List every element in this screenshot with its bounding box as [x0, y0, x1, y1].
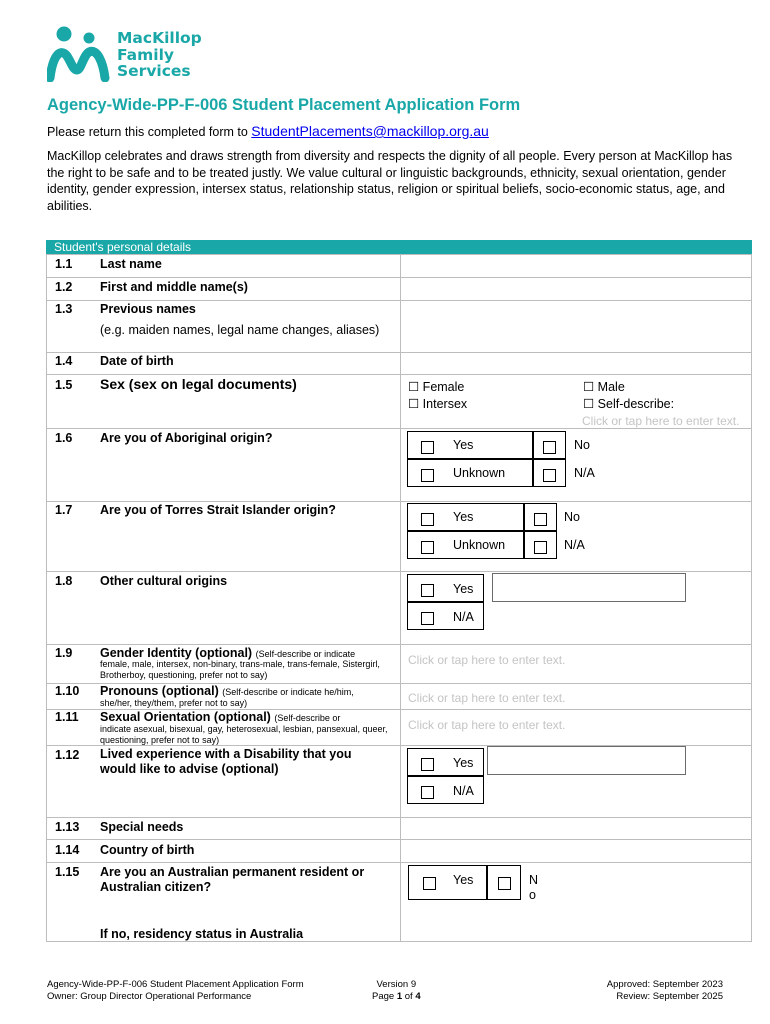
- row-number: 1.2: [55, 280, 73, 294]
- pronouns-hint: (Self-describe or indicate he/him,: [222, 687, 354, 697]
- checkbox[interactable]: [421, 441, 434, 454]
- gender-identity-input[interactable]: Click or tap here to enter text.: [408, 653, 566, 667]
- pronouns-label: Pronouns (optional): [100, 684, 219, 698]
- sex-male-checkbox[interactable]: ☐ Male: [583, 380, 625, 394]
- footer-right: [607, 979, 723, 1003]
- row-number: 1.10: [55, 684, 80, 698]
- return-instruction: [47, 123, 489, 139]
- sexual-orientation-input[interactable]: Click or tap here to enter text.: [408, 718, 566, 732]
- unknown-label: Unknown: [453, 466, 506, 480]
- checkbox[interactable]: [534, 541, 547, 554]
- footer-approved: Approved: September 2023: [606, 979, 723, 990]
- page-prefix: Page: [372, 991, 397, 1002]
- footer-review: Review: September 2025: [616, 991, 723, 1002]
- row-divider: [46, 862, 752, 863]
- checkbox[interactable]: [498, 877, 511, 890]
- no-label-line-1: N: [529, 873, 539, 887]
- yes-label: Yes: [453, 582, 474, 596]
- checkbox[interactable]: [421, 612, 434, 625]
- gender-identity-label: Gender Identity (optional): [100, 646, 253, 660]
- checkbox[interactable]: [543, 441, 556, 454]
- row-divider: [46, 428, 752, 429]
- torres-na-option[interactable]: [524, 531, 557, 559]
- row-label-date-of-birth: Date of birth: [100, 354, 174, 368]
- return-email-link[interactable]: StudentPlacements@mackillop.org.au: [251, 123, 489, 139]
- row-number: 1.12: [55, 748, 80, 762]
- logo-line-3: Services: [117, 62, 191, 80]
- row-divider: [46, 817, 752, 818]
- yes-label: Yes: [453, 510, 474, 524]
- row-divider: [46, 352, 752, 353]
- disability-input[interactable]: [487, 746, 686, 775]
- row-label-previous-names: Previous names: [100, 302, 196, 316]
- aboriginal-na-option[interactable]: [533, 459, 566, 487]
- row-label-special-needs: Special needs: [100, 820, 184, 834]
- checkbox[interactable]: [421, 584, 434, 597]
- row-number: 1.8: [55, 574, 73, 588]
- torres-no-option[interactable]: [524, 503, 557, 531]
- pronouns-hint-detail: she/her, they/them, prefer not to say): [100, 698, 248, 708]
- previous-names-note: (e.g. maiden names, legal name changes, aliases): [100, 323, 380, 337]
- row-number: 1.6: [55, 431, 73, 445]
- logo-text: [117, 30, 202, 80]
- checkbox[interactable]: [543, 469, 556, 482]
- footer-page-number: [372, 991, 421, 1003]
- residency-no-option[interactable]: [487, 865, 521, 900]
- row-divider: [46, 839, 752, 840]
- gender-identity-hint: (Self-describe or indicate: [255, 649, 356, 659]
- row-label-residency: Are you an Australian permanent resident or Australian citizen?: [100, 865, 365, 894]
- na-label: N/A: [453, 610, 474, 624]
- row-number: 1.11: [55, 710, 79, 724]
- checkbox[interactable]: [423, 877, 436, 890]
- no-label-line-2: o: [529, 888, 536, 902]
- page-title: Agency-Wide-PP-F-006 Student Placement Application Form: [47, 96, 521, 114]
- sex-intersex-checkbox[interactable]: ☐ Intersex: [408, 397, 468, 411]
- row-label-last-name: Last name: [100, 257, 162, 271]
- row-label-aboriginal: Are you of Aboriginal origin?: [100, 431, 273, 445]
- na-label: N/A: [574, 466, 595, 480]
- sex-female-checkbox[interactable]: ☐ Female: [408, 380, 465, 394]
- row-label-first-name: First and middle name(s): [100, 280, 248, 294]
- logo-line-2: Family: [117, 45, 175, 64]
- checkbox[interactable]: [421, 541, 434, 554]
- residency-yes-option[interactable]: [408, 865, 487, 900]
- footer-doc-title: Agency-Wide-PP-F-006 Student Placement Application Form: [47, 979, 304, 990]
- row-divider: [46, 501, 752, 502]
- row-number: 1.1: [55, 257, 73, 271]
- row-label-residency-status: If no, residency status in Australia: [100, 927, 304, 941]
- row-divider: [46, 644, 752, 645]
- row-number: 1.15: [55, 865, 80, 879]
- sexual-orientation-hint: (Self-describe or: [274, 713, 341, 723]
- row-label-country-of-birth: Country of birth: [100, 843, 195, 857]
- section-header: Student's personal details: [46, 240, 752, 254]
- aboriginal-no-option[interactable]: [533, 431, 566, 459]
- page-of: of: [402, 991, 416, 1002]
- row-divider: [46, 571, 752, 572]
- row-number: 1.5: [55, 378, 73, 392]
- checkbox[interactable]: [421, 469, 434, 482]
- row-number: 1.9: [55, 646, 73, 660]
- gender-identity-hint-detail: female, male, intersex, non-binary, trans-male, trans-female, Sistergirl, Brotherboy, questioning, prefer not to say): [100, 659, 380, 680]
- unknown-label: Unknown: [453, 538, 506, 552]
- sex-self-describe-input[interactable]: Click or tap here to enter text.: [582, 414, 740, 428]
- row-number: 1.7: [55, 503, 73, 517]
- pronouns-input[interactable]: Click or tap here to enter text.: [408, 691, 566, 705]
- row-divider: [46, 277, 752, 278]
- row-number: 1.13: [55, 820, 80, 834]
- footer-version: Version 9: [376, 979, 417, 990]
- return-text: Please return this completed form to: [47, 125, 248, 139]
- page-current: 1: [396, 991, 403, 1002]
- no-label: No: [564, 510, 580, 524]
- checkbox[interactable]: [421, 513, 434, 526]
- logo-line-1: MacKillop: [117, 29, 202, 47]
- row-label-disability: Lived experience with a Disability that you would like to advise (optional): [100, 747, 352, 776]
- row-label-other-cultural-origins: Other cultural origins: [100, 574, 228, 588]
- row-label-sex: Sex (sex on legal documents): [100, 376, 297, 392]
- checkbox[interactable]: [421, 758, 434, 771]
- na-label: N/A: [453, 784, 474, 798]
- yes-label: Yes: [453, 756, 474, 770]
- row-divider: [46, 300, 752, 301]
- footer-center: [372, 979, 421, 1003]
- checkbox[interactable]: [534, 513, 547, 526]
- yes-label: Yes: [453, 873, 474, 887]
- row-label-torres-strait: Are you of Torres Strait Islander origin?: [100, 503, 336, 517]
- footer-owner: Owner: Group Director Operational Performance: [47, 991, 252, 1002]
- sexual-orientation-label: Sexual Orientation (optional): [100, 710, 271, 724]
- yes-label: Yes: [453, 438, 474, 452]
- row-number: 1.14: [55, 843, 80, 857]
- footer-left: [47, 979, 304, 1003]
- intro-paragraph: MacKillop celebrates and draws strength from diversity and respects the dignity of all people. Every person at MacKillop has the right to be safe and to be treated justly. We value cultural or linguistic backgrounds, ethnicity, sexual orientation, gender identity, gender expression, intersex status, relationship status, religion or spiritual beliefs, socio-economic status, age, and abilities.: [47, 149, 733, 213]
- row-number: 1.3: [55, 302, 73, 316]
- checkbox[interactable]: [421, 786, 434, 799]
- cultural-origins-input[interactable]: [492, 573, 686, 602]
- sex-self-describe-checkbox[interactable]: ☐ Self-describe:: [583, 397, 675, 411]
- sexual-orientation-hint-detail: indicate asexual, bisexual, gay, heterosexual, lesbian, pansexual, queer, questioning, prefer not to say): [100, 724, 388, 745]
- row-number: 1.4: [55, 354, 73, 368]
- page-total: 4: [415, 991, 421, 1002]
- row-divider: [46, 374, 752, 375]
- na-label: N/A: [564, 538, 585, 552]
- no-label: No: [574, 438, 590, 452]
